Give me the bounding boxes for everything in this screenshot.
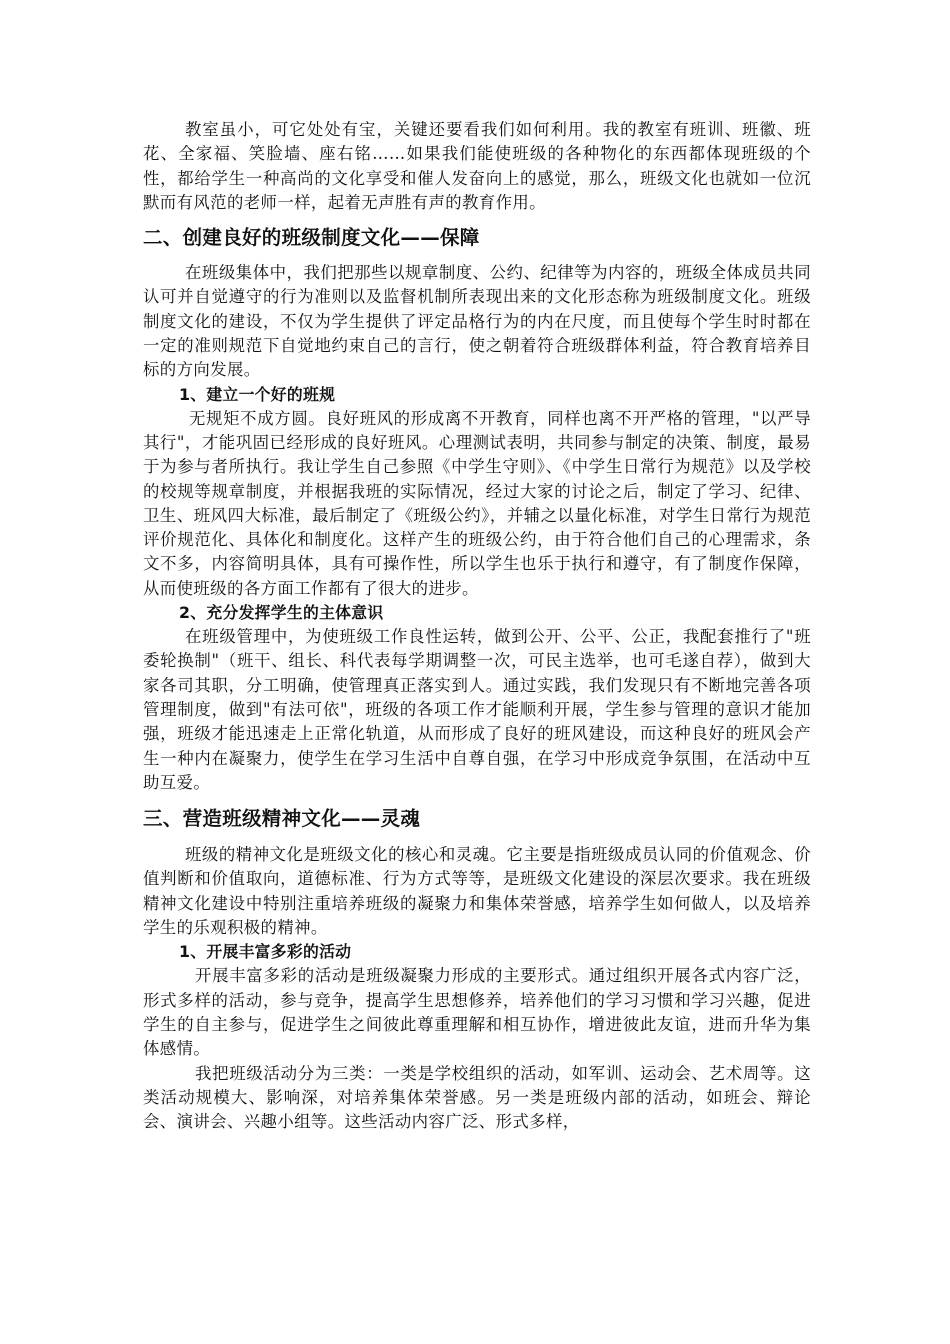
section-heading-2: 二、创建良好的班级制度文化——保障 xyxy=(143,226,480,250)
paragraph-classroom-objects: 教室虽小，可它处处有宝，关键还要看我们如何利用。我的教室有班训、班徽、班花、全家福、笑脸墙、座右铭……如果我们能使班级的各种物化的东西都体现班级的个性，都给学生一种高尚的文化享受和催人发奋向上的感觉，那么，班级文化也就如一位沉默而有风范的老师一样，起着无声胜有声的教育作用。 xyxy=(143,120,811,212)
paragraph-activities: 开展丰富多彩的活动是班级凝聚力形成的主要形式。通过组织开展各式内容广泛，形式多样的活动，参与竞争，提高学生思想修养，培养他们的学习习惯和学习兴趣，促进学生的自主参与，促进学生之间彼此尊重理解和相互协作，增进彼此友谊，进而升华为集体感情。 xyxy=(143,966,811,1059)
subheading-2-1: 1、建立一个好的班规 xyxy=(179,384,336,404)
section-heading-3: 三、营造班级精神文化——灵魂 xyxy=(143,807,421,831)
paragraph-spirit-culture: 班级的精神文化是班级文化的核心和灵魂。它主要是指班级成员认同的价值观念、价值判断和价值取向，道德标准、行为方式等等，是班级文化建设的深层次要求。我在班级精神文化建设中特别注重培养班级的凝聚力和集体荣誉感，培养学生如何做人，以及培养学生的乐观积极的精神。 xyxy=(143,845,811,938)
subheading-2-2: 2、充分发挥学生的主体意识 xyxy=(179,603,384,623)
subheading-3-1: 1、开展丰富多彩的活动 xyxy=(179,942,352,962)
document-page xyxy=(143,118,811,1134)
paragraph-system-culture: 在班级集体中，我们把那些以规章制度、公约、纪律等为内容的，班级全体成员共同认可并自觉遵守的行为准则以及监督机制所表现出来的文化形态称为班级制度文化。班级制度文化的建设，不仅为学生提供了评定品格行为的内在尺度，而且使每个学生时时都在一定的准则规范下自觉地约束自己的言行，使之朝着符合班级群体利益，符合教育培养目标的方向发展。 xyxy=(143,263,811,380)
paragraph-student-subject: 在班级管理中，为使班级工作良性运转，做到公开、公平、公正，我配套推行了"班委轮换制"（班干、组长、科代表每学期调整一次，可民主选举，也可毛遂自荐），做到大家各司其职，分工明确，使管理真正落实到人。通过实践，我们发现只有不断地完善各项管理制度，做到"有法可依"，班级的各项工作才能顺利开展，学生参与管理的意识才能加强，班级才能迅速走上正常化轨道，从而形成了良好的班风建设，而这种良好的班风会产生一种内在凝聚力，使学生在学习生活中自尊自强，在学习中形成竞争氛围，在活动中互助互爱。 xyxy=(143,627,811,792)
paragraph-activity-types: 我把班级活动分为三类：一类是学校组织的活动，如军训、运动会、艺术周等。这类活动规模大、影响深，对培养集体荣誉感。另一类是班级内部的活动，如班会、辩论会、演讲会、兴趣小组等。这些活动内容广泛、形式多样， xyxy=(143,1063,811,1132)
paragraph-class-rules: 无规矩不成方圆。良好班风的形成离不开教育，同样也离不开严格的管理，"以严导其行"，才能巩固已经形成的良好班风。心理测试表明，共同参与制定的决策、制度，最易于为参与者所执行。我让学生自己参照《中学生守则》、《中学生日常行为规范》以及学校的校规等规章制度，并根据我班的实际情况，经过大家的讨论之后，制定了学习、纪律、卫生、班风四大标准，最后制定了《班级公约》，并辅之以量化标准，对学生日常行为规范评价规范化、具体化和制度化。这样产生的班级公约，由于符合他们自己的心理需求，条文不多，内容简明具体，具有可操作性，所以学生也乐于执行和遵守，有了制度作保障，从而使班级的各方面工作都有了很大的进步。 xyxy=(143,408,811,598)
